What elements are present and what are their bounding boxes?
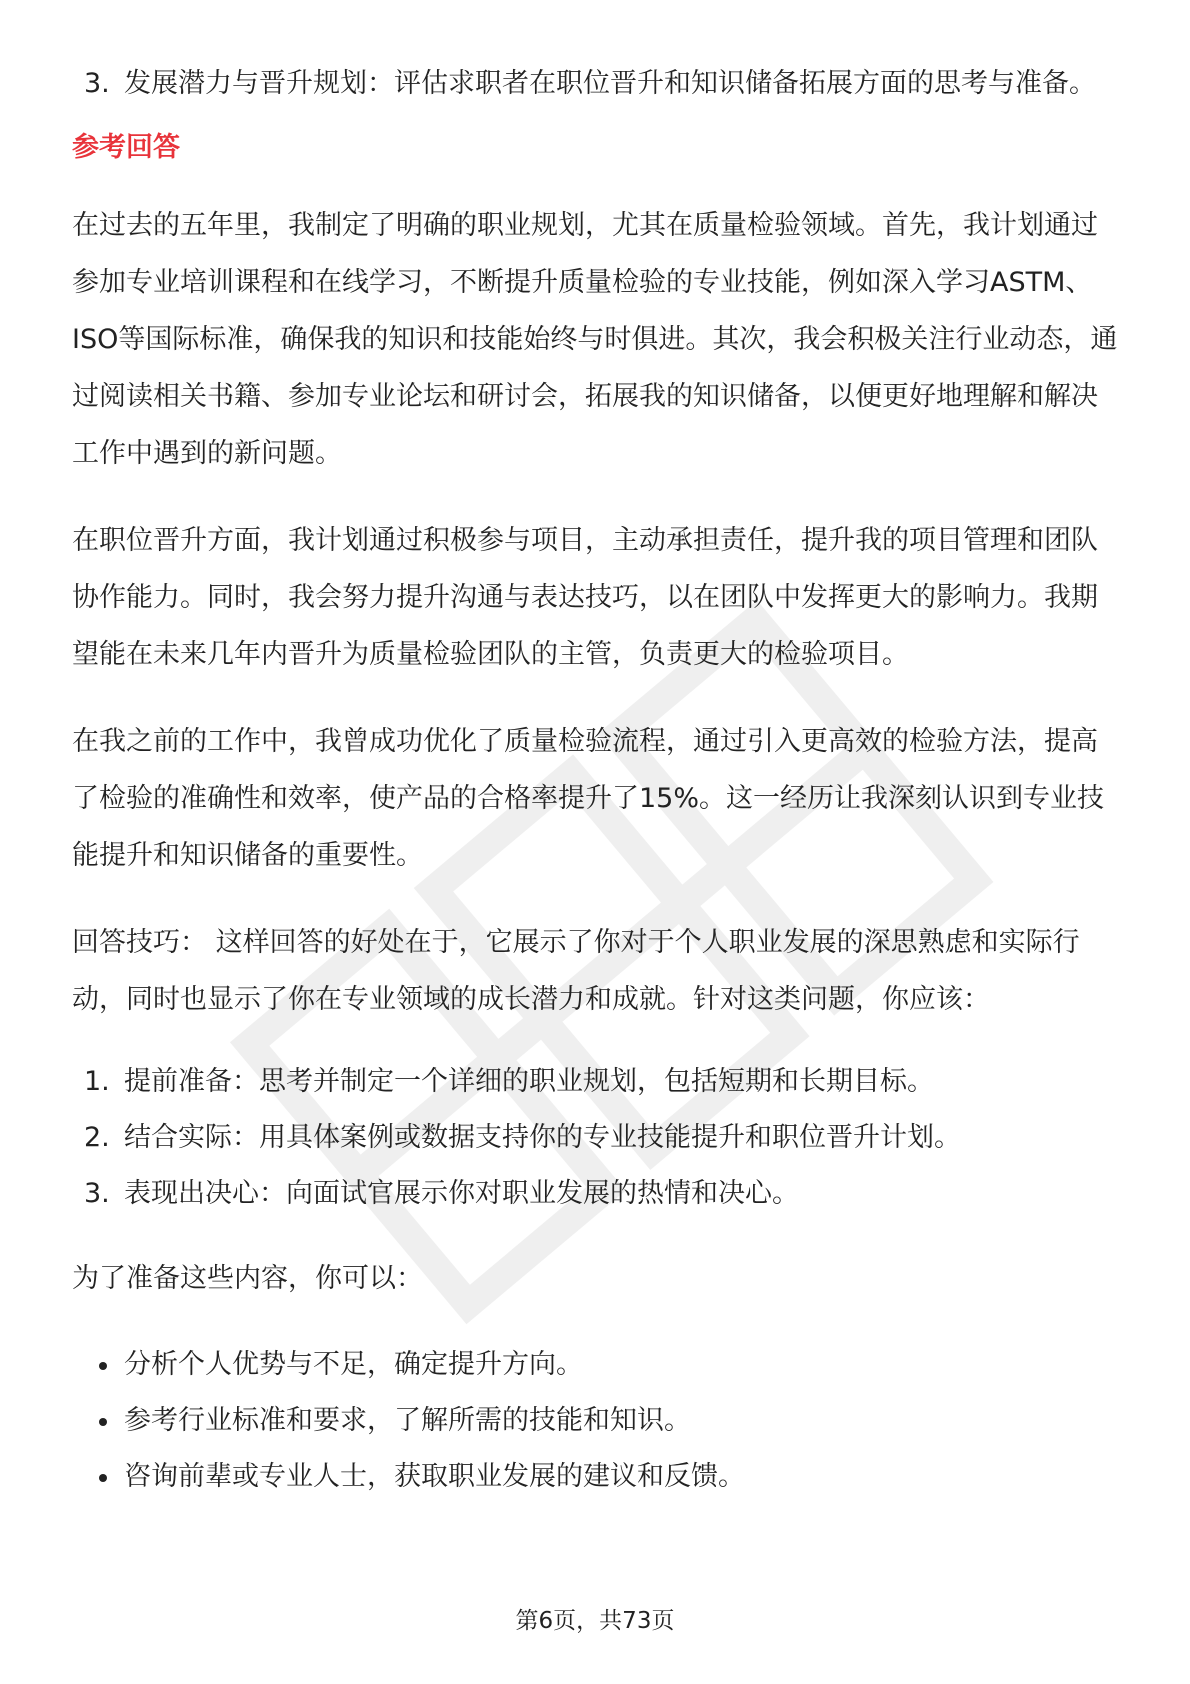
bullet-icon — [99, 1418, 107, 1426]
preparation-list — [72, 1337, 1124, 1505]
bullet-icon — [99, 1362, 107, 1370]
list-item — [72, 56, 1124, 112]
page-number-footer: 第6页，共73页 — [515, 1608, 675, 1634]
preparation-intro: 为了准备这些内容，你可以： — [72, 1263, 423, 1294]
list-item — [72, 1054, 1124, 1110]
bullet-icon — [99, 1474, 107, 1482]
list-item — [72, 1110, 1124, 1166]
document-content — [72, 56, 1124, 1505]
list-item — [72, 1393, 1124, 1449]
answer-tips-paragraph: 回答技巧： 这样回答的好处在于，它展示了你对于个人职业发展的深思熟虑和实际行动，同时也显示了你在专业领域的成长潜力和成就。针对这类问题，你应该： — [72, 927, 1080, 1015]
list-item-number: 3. — [84, 1178, 110, 1209]
list-item-number: 1. — [84, 1066, 110, 1097]
list-item-text: 结合实际：用具体案例或数据支持你的专业技能提升和职位晋升计划。 — [124, 1122, 961, 1153]
answer-paragraph-2: 在职位晋升方面，我计划通过积极参与项目，主动承担责任，提升我的项目管理和团队协作能力。同时，我会努力提升沟通与表达技巧，以在团队中发挥更大的影响力。我期望能在未来几年内晋升为质量检验团队的主管，负责更大的检验项目。 — [72, 525, 1098, 670]
list-item-text: 分析个人优势与不足，确定提升方向。 — [124, 1349, 583, 1380]
answer-paragraph-1: 在过去的五年里，我制定了明确的职业规划，尤其在质量检验领域。首先，我计划通过参加专业培训课程和在线学习，不断提升质量检验的专业技能，例如深入学习ASTM、ISO等国际标准，确保我的知识和技能始终与时俱进。其次，我会积极关注行业动态，通过阅读相关书籍、参加专业论坛和研讨会，拓展我的知识储备，以便更好地理解和解决工作中遇到的新问题。 — [72, 210, 1118, 469]
list-item-text: 表现出决心：向面试官展示你对职业发展的热情和决心。 — [124, 1178, 799, 1209]
evaluation-points-list — [72, 56, 1124, 112]
answer-heading: 参考回答 — [72, 132, 180, 163]
list-item — [72, 1166, 1124, 1222]
list-item-text: 提前准备：思考并制定一个详细的职业规划，包括短期和长期目标。 — [124, 1066, 934, 1097]
list-item-text: 咨询前辈或专业人士，获取职业发展的建议和反馈。 — [124, 1461, 745, 1492]
tips-list — [72, 1054, 1124, 1222]
list-item-text: 参考行业标准和要求，了解所需的技能和知识。 — [124, 1405, 691, 1436]
list-item-number: 2. — [84, 1122, 110, 1153]
answer-paragraph-3: 在我之前的工作中，我曾成功优化了质量检验流程，通过引入更高效的检验方法，提高了检验的准确性和效率，使产品的合格率提升了15%。这一经历让我深刻认识到专业技能提升和知识储备的重要性。 — [72, 726, 1105, 871]
list-item — [72, 1337, 1124, 1393]
list-item-text: 发展潜力与晋升规划：评估求职者在职位晋升和知识储备拓展方面的思考与准备。 — [124, 68, 1096, 99]
list-item — [72, 1449, 1124, 1505]
list-item-number: 3. — [84, 68, 110, 99]
